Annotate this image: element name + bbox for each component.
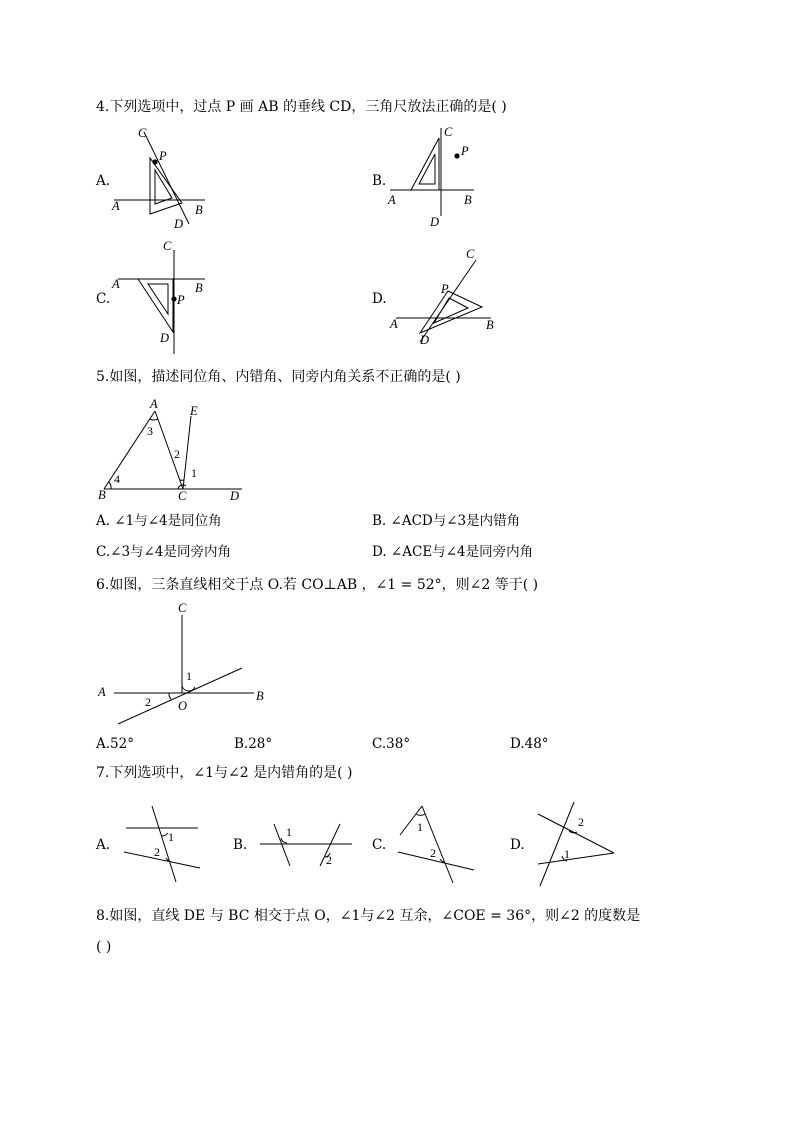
- q4-option-a-label[interactable]: A.: [96, 173, 111, 189]
- q5-label-e: E: [190, 404, 198, 418]
- q6-label-o: O: [178, 699, 188, 713]
- q5-angle-1: 1: [191, 466, 197, 480]
- q7b-angle-2: 2: [326, 853, 332, 867]
- q6-label-b: B: [256, 689, 264, 703]
- q5-label-a: A: [150, 397, 158, 411]
- q6-option-b[interactable]: B.28°: [234, 736, 273, 752]
- q4c-label-d: D: [160, 331, 170, 345]
- q4-figure-d: [386, 242, 506, 352]
- q4b-label-a: A: [388, 193, 396, 207]
- q4c-label-c: C: [163, 239, 172, 253]
- q4d-label-d: D: [420, 333, 430, 347]
- q5-angle-3: 3: [147, 424, 153, 438]
- q7-option-b-label[interactable]: B.: [233, 837, 248, 853]
- q5-angle-2: 2: [174, 447, 180, 461]
- q6-option-a[interactable]: A.52°: [96, 736, 134, 752]
- q4-figure-c: [110, 236, 220, 356]
- q7d-angle-1: 1: [564, 847, 570, 861]
- q4-figure-a: [110, 124, 220, 234]
- q7c-angle-1: 1: [417, 820, 423, 834]
- q5-option-a[interactable]: A. ∠1与∠4是同位角: [96, 513, 222, 529]
- q8-stem: 8.如图，直线 DE 与 BC 相交于点 O，∠1与∠2 互余，∠COE = 36°，则∠2 的度数是: [96, 908, 641, 924]
- q7-option-d-label[interactable]: D.: [510, 837, 525, 853]
- q5-label-c: C: [178, 489, 187, 503]
- q7b-angle-1: 1: [286, 825, 292, 839]
- q4-figure-b: [386, 124, 496, 234]
- q4-stem: 4.下列选项中，过点 P 画 AB 的垂线 CD，三角尺放法正确的是( ): [96, 99, 507, 115]
- q5-stem: 5.如图，描述同位角、内错角、同旁内角关系不正确的是( ): [96, 369, 461, 385]
- q4a-label-c: C: [138, 126, 147, 140]
- q7-option-a-label[interactable]: A.: [96, 837, 111, 853]
- q4b-label-c: C: [444, 125, 453, 139]
- q5-option-d[interactable]: D. ∠ACE与∠4是同旁内角: [372, 544, 534, 560]
- q4d-label-c: C: [466, 247, 475, 261]
- q4c-label-p: P: [177, 293, 185, 307]
- q4-option-d-label[interactable]: D.: [372, 291, 387, 307]
- q4a-label-d: D: [174, 217, 184, 231]
- q4d-label-b: B: [486, 318, 494, 332]
- q7a-angle-2: 2: [154, 845, 160, 859]
- q4a-label-p: P: [159, 149, 167, 163]
- q4d-label-p: P: [441, 282, 449, 296]
- q7-stem: 7.下列选项中，∠1与∠2 是内错角的是( ): [96, 765, 353, 781]
- q4-option-b-label[interactable]: B.: [372, 173, 387, 189]
- q6-option-c[interactable]: C.38°: [372, 736, 411, 752]
- q7c-angle-2: 2: [430, 846, 436, 860]
- q6-option-d[interactable]: D.48°: [510, 736, 549, 752]
- q6-label-c: C: [178, 601, 187, 615]
- q4b-label-d: D: [430, 215, 440, 229]
- q7-option-c-label[interactable]: C.: [372, 837, 387, 853]
- q5-figure: [96, 398, 256, 503]
- q4-option-c-label[interactable]: C.: [96, 291, 111, 307]
- q5-label-b: B: [98, 488, 106, 502]
- q6-figure: [96, 600, 276, 725]
- q5-option-b[interactable]: B. ∠ACD与∠3是内错角: [372, 513, 521, 529]
- q6-angle-2: 2: [145, 695, 151, 709]
- q4c-label-a: A: [112, 277, 120, 291]
- q4d-label-a: A: [390, 317, 398, 331]
- q8-stem-cont: ( ): [96, 939, 112, 955]
- q5-label-d: D: [230, 489, 240, 503]
- q7a-angle-1: 1: [168, 830, 174, 844]
- q4c-label-b: B: [195, 281, 203, 295]
- q5-option-c[interactable]: C.∠3与∠4是同旁内角: [96, 544, 231, 560]
- q4a-label-a: A: [112, 199, 120, 213]
- q6-label-a: A: [98, 685, 106, 699]
- q7-figure-b: [256, 820, 356, 870]
- q7-figure-c: [394, 800, 484, 890]
- q6-stem: 6.如图，三条直线相交于点 O.若 CO⊥AB ，∠1 = 52°，则∠2 等于( ): [96, 577, 539, 593]
- q7-figure-a: [120, 804, 210, 884]
- q4b-label-p: P: [461, 144, 469, 158]
- q4b-label-b: B: [464, 193, 472, 207]
- q7d-angle-2: 2: [578, 815, 584, 829]
- q4a-label-b: B: [195, 203, 203, 217]
- q5-angle-4: 4: [114, 472, 120, 486]
- q7-figure-d: [534, 800, 634, 890]
- q6-angle-1: 1: [186, 669, 192, 683]
